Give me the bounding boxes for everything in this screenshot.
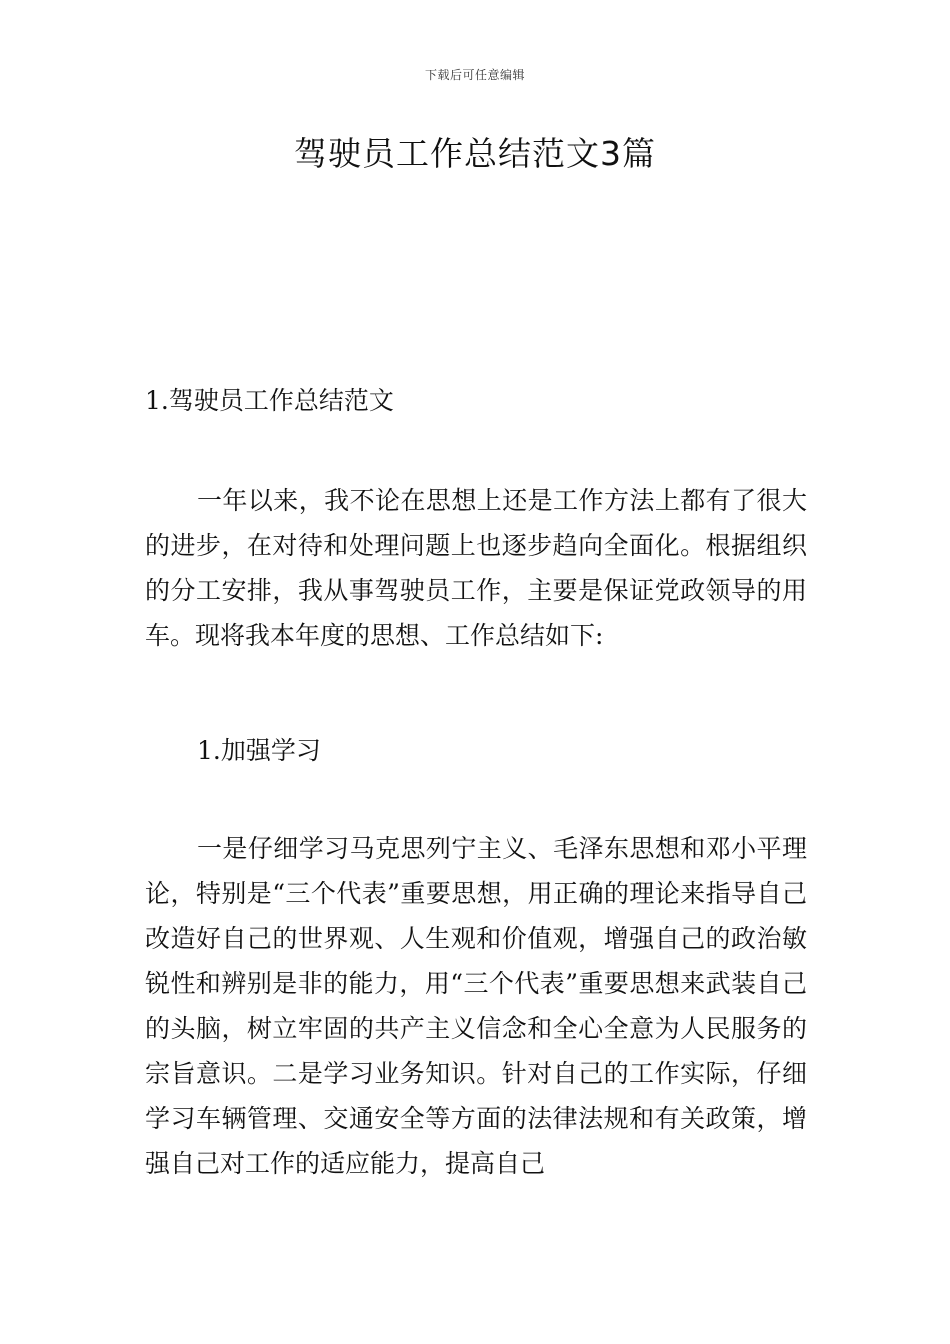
- body-paragraph-study: 一是仔细学习马克思列宁主义、毛泽东思想和邓小平理论，特别是“三个代表”重要思想，用正确的理论来指导自己改造好自己的世界观、人生观和价值观，增强自己的政治敏锐性和辨别是非的能力，用“三个代表”重要思想来武装自己的头脑，树立牢固的共产主义信念和全心全意为人民服务的宗旨意识。二是学习业务知识。针对自己的工作实际，仔细学习车辆管理、交通安全等方面的法律法规和有关政策，增强自己对工作的适应能力，提高自己: [145, 834, 807, 1178]
- document-title: 驾驶员工作总结范文3篇: [294, 134, 656, 173]
- section-heading: 1.驾驶员工作总结范文: [145, 386, 394, 415]
- header-note: 下载后可任意编辑: [424, 68, 525, 82]
- body-paragraph-intro: 一年以来，我不论在思想上还是工作方法上都有了很大的进步，在对待和处理问题上也逐步趋向全面化。根据组织的分工安排，我从事驾驶员工作，主要是保证党政领导的用车。现将我本年度的思想、工作总结如下:: [145, 486, 807, 650]
- sub-heading-study: 1.加强学习: [197, 736, 321, 765]
